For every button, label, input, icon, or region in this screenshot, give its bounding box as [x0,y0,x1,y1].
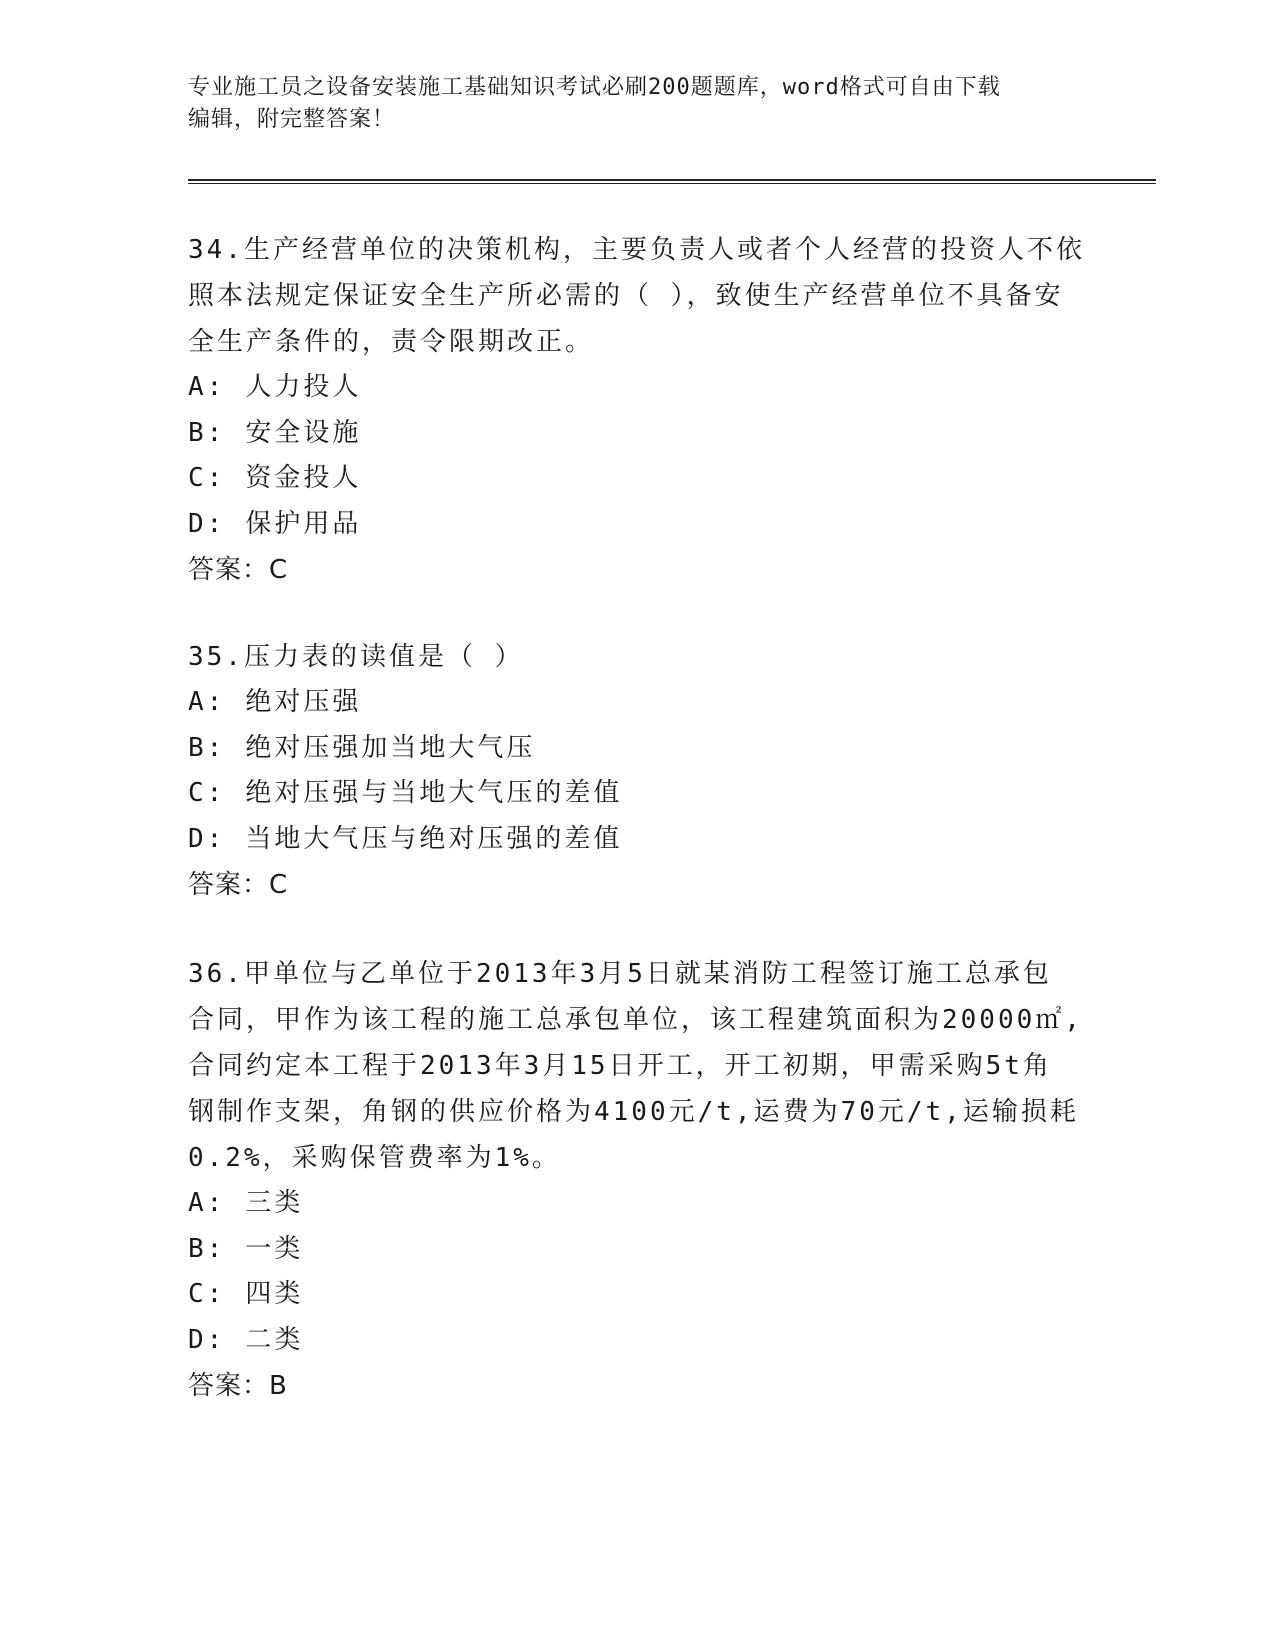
option-c [188,456,1088,502]
option-b [188,1227,1088,1273]
option-a [188,365,1088,411]
option-b [188,726,1088,772]
option-a [188,680,1088,726]
option-text: 人力投人 [245,372,362,402]
option-key: A: [188,687,226,717]
option-text: 资金投人 [245,463,362,493]
question-stem-line: 全生产条件的，责令限期改正。 [188,327,595,357]
option-text: 保护用品 [245,508,362,539]
option-key: C: [188,463,226,493]
question-stem-line: 35.压力表的读值是（ ） [188,642,524,672]
question-stem-line: 合同约定本工程于2013年3月15日开工，开工初期，甲需采购5t角 [188,1051,1052,1081]
option-key: A: [188,372,226,402]
option-key: B: [188,732,226,763]
header-line-1: 专业施工员之设备安装施工基础知识考试必刷200题题库，word格式可自由下载 [188,75,1001,100]
question-34 [188,227,1088,593]
document-header [188,72,1088,136]
answer-line: 答案：C [188,555,289,585]
option-key: C: [188,778,226,808]
option-d [188,1318,1088,1364]
question-stem-line: 36.甲单位与乙单位于2013年3月5日就某消防工程签订施工总承包 [188,959,1052,989]
option-text: 四类 [245,1279,304,1309]
answer-line: 答案：C [188,870,289,900]
option-d [188,502,1088,548]
question-stem-line: 照本法规定保证安全生产所必需的（ ），致使生产经营单位不具备安 [188,281,1064,311]
option-text: 二类 [245,1324,304,1355]
option-key: D: [188,1324,226,1355]
question-stem-line: 34.生产经营单位的决策机构，主要负责人或者个人经营的投资人不依 [188,235,1085,265]
option-text: 一类 [245,1233,304,1264]
header-line-2: 编辑，附完整答案！ [188,107,396,132]
option-key: D: [188,508,226,539]
option-text: 三类 [245,1188,304,1218]
option-c [188,771,1088,817]
option-text: 绝对压强加当地大气压 [245,732,536,763]
option-key: C: [188,1279,226,1309]
question-35 [188,634,1088,908]
question-stem-line: 0.2%，采购保管费率为1%。 [188,1143,561,1173]
option-a [188,1181,1088,1227]
header-divider [188,179,1156,184]
option-text: 绝对压强 [245,687,362,717]
option-text: 绝对压强与当地大气压的差值 [245,778,623,808]
option-key: B: [188,417,226,448]
option-d [188,817,1088,863]
option-text: 当地大气压与绝对压强的差值 [245,823,623,854]
question-36 [188,951,1088,1409]
option-text: 安全设施 [245,417,362,448]
option-c [188,1272,1088,1318]
option-key: D: [188,823,226,854]
option-key: A: [188,1188,226,1218]
answer-line: 答案：B [188,1371,288,1401]
question-stem-line: 钢制作支架，角钢的供应价格为4100元/t,运费为70元/t,运输损耗 [188,1097,1079,1127]
option-b [188,411,1088,457]
question-stem-line: 合同，甲作为该工程的施工总承包单位，该工程建筑面积为20000㎡, [188,1005,1083,1035]
option-key: B: [188,1233,226,1264]
